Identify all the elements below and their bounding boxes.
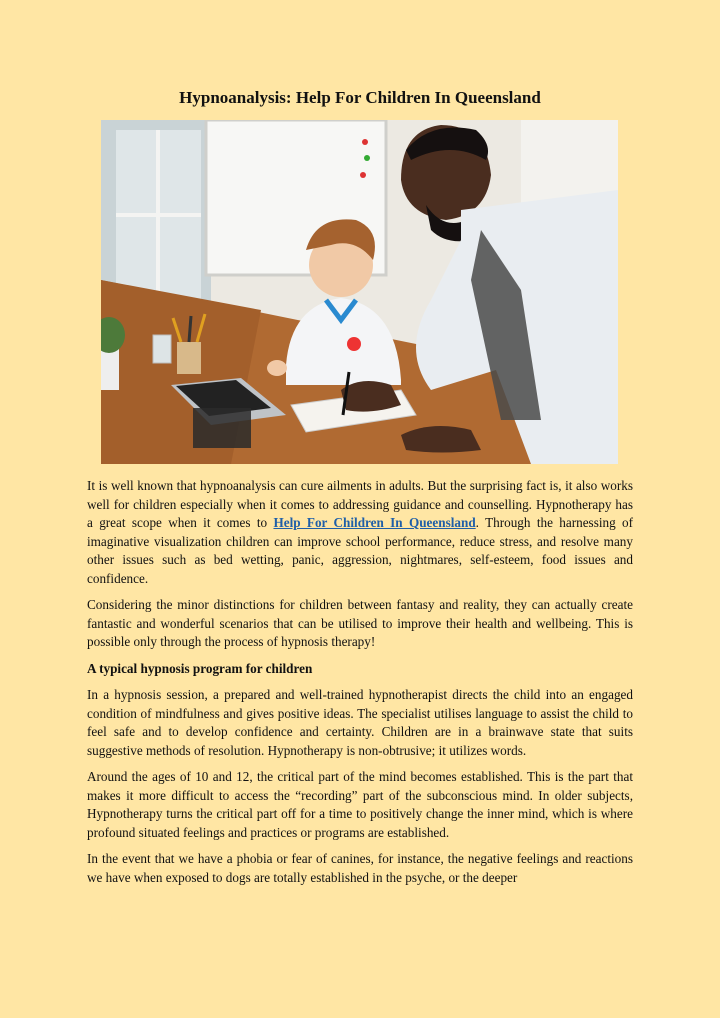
help-for-children-link[interactable]: Help For Children In Queensland [273,515,476,530]
article-body [87,477,633,895]
paragraph-intro [87,477,633,588]
paragraph-phobia: In the event that we have a phobia or fear of canines, for instance, the negative feelings and reactions we have when exposed to dogs are totally established in the psyche, or the deeper [87,851,633,885]
paragraph-fantasy: Considering the minor distinctions for children between fantasy and reality, they can actually create fantastic and wonderful scenarios that can be utilised to improve their health and wellbeing. This is possible only through the process of hypnosis therapy! [87,597,633,649]
paragraph-intro-start: It is well known that hypnoanalysis can cure ailments in adults. But the surprising fact is, it also works well for children especially when it comes to addressing guidance and counselling. Hypnotherapy has a great scope when it comes to [87,478,633,530]
doctor-and-child-photo [101,120,618,464]
page-title: Hypnoanalysis: Help For Children In Queensland [179,88,541,107]
paragraph-critical-mind: Around the ages of 10 and 12, the critical part of the mind becomes established. This is the part that makes it more difficult to access the “recording” part of the subconscious mind. In older subjects, Hypnotherapy turns the critical part off for a time to positively change the inner mind, which is where profound situated feelings and practices or programs are established. [87,769,633,840]
section-heading: A typical hypnosis program for children [87,660,313,676]
paragraph-session: In a hypnosis session, a prepared and well-trained hypnotherapist directs the child into an engaged condition of mindfulness and gives positive ideas. The specialist utilises language to assist the child to feel safe and to develop confidence and certainty. Children are in a brainwave state that suits suggestive methods of resolution. Hypnotherapy is non-obtrusive; it utilizes words. [87,687,633,758]
paragraph-intro-end: . Through the harnessing of imaginative visualization children can improve school performance, reduce stress, and resolve many other issues such as bed wetting, panic, aggression, nightmares, self-esteem, food issues and confidence. [87,515,633,586]
